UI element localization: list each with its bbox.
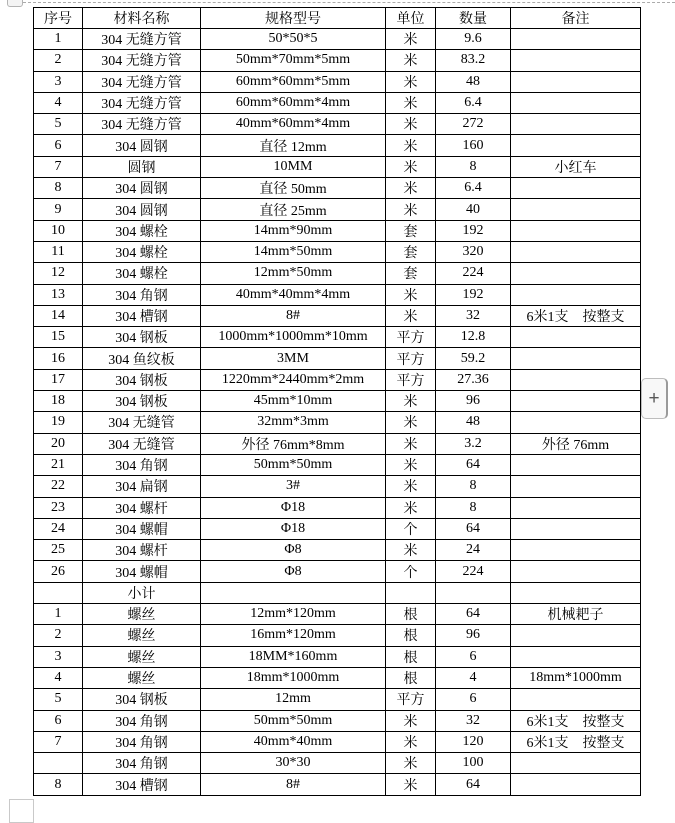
table-cell[interactable]: 1: [34, 604, 83, 625]
table-cell[interactable]: 304 扁钢: [83, 476, 201, 497]
table-cell[interactable]: 21: [34, 454, 83, 475]
table-cell[interactable]: 304 螺栓: [83, 263, 201, 284]
table-cell[interactable]: 32: [436, 710, 511, 731]
table-cell[interactable]: 304 鱼纹板: [83, 348, 201, 369]
table-cell[interactable]: 304 钢板: [83, 391, 201, 412]
table-cell[interactable]: 60mm*60mm*5mm: [201, 71, 386, 92]
table-cell[interactable]: [511, 518, 641, 539]
table-row: [34, 454, 641, 475]
table-cell[interactable]: 米: [386, 29, 436, 50]
header-cell: 规格型号: [201, 8, 386, 29]
table-cell[interactable]: 8: [436, 476, 511, 497]
table-cell[interactable]: 米: [386, 135, 436, 156]
table-cell[interactable]: 12.8: [436, 327, 511, 348]
table-cell[interactable]: 6.4: [436, 178, 511, 199]
table-cell[interactable]: 米: [386, 412, 436, 433]
table-cell[interactable]: [511, 327, 641, 348]
table-cell[interactable]: 23: [34, 497, 83, 518]
table-cell[interactable]: 12: [34, 263, 83, 284]
table-cell[interactable]: 17: [34, 369, 83, 390]
table-cell[interactable]: 直径 25mm: [201, 199, 386, 220]
table-cell[interactable]: 4: [34, 92, 83, 113]
table-cell[interactable]: 螺丝: [83, 625, 201, 646]
table-cell[interactable]: 套: [386, 263, 436, 284]
table-cell[interactable]: 4: [436, 667, 511, 688]
header-cell: 序号: [34, 8, 83, 29]
table-cell[interactable]: Φ18: [201, 518, 386, 539]
table-cell[interactable]: 304 圆钢: [83, 199, 201, 220]
table-row: [34, 433, 641, 454]
table-cell[interactable]: 32: [436, 305, 511, 326]
table-cell[interactable]: 192: [436, 284, 511, 305]
table-cell[interactable]: 304 无缝管: [83, 433, 201, 454]
table-cell[interactable]: 4: [34, 667, 83, 688]
table-cell[interactable]: 8: [436, 156, 511, 177]
table-cell[interactable]: 304 角钢: [83, 284, 201, 305]
table-row: [34, 135, 641, 156]
table-cell[interactable]: 50mm*70mm*5mm: [201, 50, 386, 71]
table-cell[interactable]: 8#: [201, 774, 386, 795]
table-cell[interactable]: 米: [386, 454, 436, 475]
table-cell[interactable]: 32mm*3mm: [201, 412, 386, 433]
table-cell[interactable]: [511, 71, 641, 92]
table-cell[interactable]: 5: [34, 114, 83, 135]
table-cell[interactable]: 米: [386, 284, 436, 305]
table-cell[interactable]: 12mm*120mm: [201, 604, 386, 625]
table-cell[interactable]: 224: [436, 561, 511, 582]
table-cell[interactable]: 米: [386, 178, 436, 199]
table-cell[interactable]: [511, 391, 641, 412]
table-row: [34, 178, 641, 199]
table-row: [34, 710, 641, 731]
table-cell[interactable]: 304 螺栓: [83, 241, 201, 262]
table-cell[interactable]: 1: [34, 29, 83, 50]
table-cell[interactable]: 13: [34, 284, 83, 305]
table-cell[interactable]: 304 无缝方管: [83, 92, 201, 113]
table-row: [34, 497, 641, 518]
table-cell[interactable]: 48: [436, 412, 511, 433]
table-row: [34, 476, 641, 497]
table-cell[interactable]: 304 螺帽: [83, 561, 201, 582]
table-row: [34, 540, 641, 561]
table-cell[interactable]: 米: [386, 305, 436, 326]
table-cell[interactable]: 直径 12mm: [201, 135, 386, 156]
table-cell[interactable]: 根: [386, 646, 436, 667]
table-cell[interactable]: 40mm*60mm*4mm: [201, 114, 386, 135]
table-row: [34, 29, 641, 50]
table-cell[interactable]: 12mm*50mm: [201, 263, 386, 284]
table-cell[interactable]: 11: [34, 241, 83, 262]
table-cell[interactable]: 6: [34, 135, 83, 156]
table-cell[interactable]: 18mm*1000mm: [511, 667, 641, 688]
table-cell[interactable]: 7: [34, 731, 83, 752]
table-cell[interactable]: 6.4: [436, 92, 511, 113]
table-cell[interactable]: 304 钢板: [83, 369, 201, 390]
table-cell[interactable]: 48: [436, 71, 511, 92]
table-cell[interactable]: 304 圆钢: [83, 135, 201, 156]
table-cell[interactable]: 18: [34, 391, 83, 412]
table-cell[interactable]: 64: [436, 774, 511, 795]
table-cell[interactable]: [511, 625, 641, 646]
table-cell[interactable]: 6米1支 按整支: [511, 305, 641, 326]
table-cell[interactable]: 19: [34, 412, 83, 433]
table-cell[interactable]: 304 螺杆: [83, 540, 201, 561]
table-cell[interactable]: 16: [34, 348, 83, 369]
table-cell[interactable]: 304 无缝方管: [83, 114, 201, 135]
table-row: [34, 284, 641, 305]
table-row: [34, 71, 641, 92]
table-row: [34, 241, 641, 262]
table-cell[interactable]: 24: [436, 540, 511, 561]
table-cell[interactable]: 50mm*50mm: [201, 710, 386, 731]
table-cell[interactable]: 320: [436, 241, 511, 262]
table-cell[interactable]: 小红车: [511, 156, 641, 177]
table-cell[interactable]: 304 螺帽: [83, 518, 201, 539]
table-row: [34, 199, 641, 220]
table-cell[interactable]: [511, 476, 641, 497]
table-cell[interactable]: 2: [34, 50, 83, 71]
table-cell[interactable]: [511, 454, 641, 475]
table-row: [34, 518, 641, 539]
table-cell[interactable]: 272: [436, 114, 511, 135]
table-row: [34, 753, 641, 774]
table-row: [34, 689, 641, 710]
table-cell[interactable]: 304 螺栓: [83, 220, 201, 241]
table-cell[interactable]: 304 无缝管: [83, 412, 201, 433]
table-cell[interactable]: 7: [34, 156, 83, 177]
table-cell[interactable]: 根: [386, 604, 436, 625]
table-cell[interactable]: [511, 50, 641, 71]
table-cell[interactable]: Φ8: [201, 540, 386, 561]
table-cell[interactable]: 60mm*60mm*4mm: [201, 92, 386, 113]
table-cell[interactable]: 6: [436, 689, 511, 710]
table-row: [34, 327, 641, 348]
table-cell[interactable]: 3MM: [201, 348, 386, 369]
table-cell[interactable]: 304 角钢: [83, 454, 201, 475]
table-row: [34, 731, 641, 752]
table-cell[interactable]: 螺丝: [83, 667, 201, 688]
table-cell[interactable]: 米: [386, 753, 436, 774]
bottom-partial-handle: [9, 799, 34, 823]
header-cell: 单位: [386, 8, 436, 29]
table-cell[interactable]: [511, 178, 641, 199]
table-cell[interactable]: 套: [386, 241, 436, 262]
table-cell[interactable]: 套: [386, 220, 436, 241]
table-row: [34, 50, 641, 71]
table-cell[interactable]: [511, 540, 641, 561]
table-cell[interactable]: [511, 241, 641, 262]
table-cell[interactable]: [34, 753, 83, 774]
table-cell[interactable]: 304 钢板: [83, 327, 201, 348]
table-cell[interactable]: 米: [386, 92, 436, 113]
table-cell[interactable]: 14mm*90mm: [201, 220, 386, 241]
table-cell[interactable]: 192: [436, 220, 511, 241]
table-cell[interactable]: [511, 114, 641, 135]
materials-table-body: [34, 29, 641, 796]
table-cell[interactable]: 100: [436, 753, 511, 774]
table-cell[interactable]: 26: [34, 561, 83, 582]
table-cell[interactable]: [511, 646, 641, 667]
table-cell[interactable]: [386, 582, 436, 603]
table-cell[interactable]: 6: [34, 710, 83, 731]
table-cell[interactable]: 30*30: [201, 753, 386, 774]
header-row: [34, 8, 641, 29]
table-cell[interactable]: 12mm: [201, 689, 386, 710]
table-cell[interactable]: 平方: [386, 369, 436, 390]
table-cell[interactable]: 圆钢: [83, 156, 201, 177]
table-cell[interactable]: 10: [34, 220, 83, 241]
table-row: [34, 369, 641, 390]
table-cell[interactable]: 平方: [386, 348, 436, 369]
table-cell[interactable]: [34, 582, 83, 603]
table-cell[interactable]: 304 钢板: [83, 689, 201, 710]
table-cell[interactable]: 14: [34, 305, 83, 326]
table-cell[interactable]: 1000mm*1000mm*10mm: [201, 327, 386, 348]
table-cell[interactable]: [511, 369, 641, 390]
table-cell[interactable]: 304 无缝方管: [83, 71, 201, 92]
table-row: [34, 561, 641, 582]
header-cell: 数量: [436, 8, 511, 29]
table-cell[interactable]: 45mm*10mm: [201, 391, 386, 412]
table-cell[interactable]: 个: [386, 518, 436, 539]
table-row: [34, 412, 641, 433]
table-cell[interactable]: 83.2: [436, 50, 511, 71]
plus-icon: +: [648, 388, 660, 409]
table-cell[interactable]: 3: [34, 71, 83, 92]
table-row: [34, 774, 641, 795]
table-cell[interactable]: [511, 199, 641, 220]
table-cell[interactable]: 2: [34, 625, 83, 646]
table-cell[interactable]: 螺丝: [83, 646, 201, 667]
table-cell[interactable]: 米: [386, 774, 436, 795]
table-cell[interactable]: 24: [34, 518, 83, 539]
table-cell[interactable]: 外径 76mm*8mm: [201, 433, 386, 454]
table-cell[interactable]: 304 槽钢: [83, 774, 201, 795]
table-cell[interactable]: 96: [436, 391, 511, 412]
materials-table: [33, 7, 641, 796]
table-row: [34, 348, 641, 369]
table-cell[interactable]: 3.2: [436, 433, 511, 454]
table-cell[interactable]: [511, 135, 641, 156]
table-row: [34, 305, 641, 326]
table-cell[interactable]: [436, 582, 511, 603]
table-cell[interactable]: 9.6: [436, 29, 511, 50]
table-cell[interactable]: 27.36: [436, 369, 511, 390]
table-cell[interactable]: 59.2: [436, 348, 511, 369]
table-cell[interactable]: 米: [386, 114, 436, 135]
table-cell[interactable]: 9: [34, 199, 83, 220]
table-cell[interactable]: 64: [436, 454, 511, 475]
table-cell[interactable]: 米: [386, 156, 436, 177]
table-cell[interactable]: 1220mm*2440mm*2mm: [201, 369, 386, 390]
table-cell[interactable]: 小计: [83, 582, 201, 603]
table-cell[interactable]: 机械耙子: [511, 604, 641, 625]
table-cell[interactable]: 40mm*40mm*4mm: [201, 284, 386, 305]
text-boundary-dashed-line: [23, 2, 675, 3]
table-row: [34, 220, 641, 241]
table-cell[interactable]: [511, 753, 641, 774]
table-cell[interactable]: 8: [34, 178, 83, 199]
table-cell[interactable]: 5: [34, 689, 83, 710]
table-cell[interactable]: 米: [386, 50, 436, 71]
table-cell[interactable]: 16mm*120mm: [201, 625, 386, 646]
table-cell[interactable]: 8: [436, 497, 511, 518]
table-cell[interactable]: [201, 582, 386, 603]
table-cell[interactable]: 6: [436, 646, 511, 667]
table-cell[interactable]: 304 无缝方管: [83, 50, 201, 71]
table-cell[interactable]: 根: [386, 667, 436, 688]
table-cell[interactable]: [511, 29, 641, 50]
table-cell[interactable]: 米: [386, 540, 436, 561]
table-cell[interactable]: 160: [436, 135, 511, 156]
table-cell[interactable]: 个: [386, 561, 436, 582]
table-cell[interactable]: 120: [436, 731, 511, 752]
table-cell[interactable]: [511, 412, 641, 433]
table-cell[interactable]: 米: [386, 71, 436, 92]
table-cell[interactable]: [511, 92, 641, 113]
table-row: [34, 156, 641, 177]
table-cell[interactable]: [511, 582, 641, 603]
table-cell[interactable]: 米: [386, 710, 436, 731]
table-cell[interactable]: 304 螺杆: [83, 497, 201, 518]
table-cell[interactable]: 96: [436, 625, 511, 646]
table-cell[interactable]: 304 无缝方管: [83, 29, 201, 50]
table-cell[interactable]: 25: [34, 540, 83, 561]
table-row: [34, 646, 641, 667]
table-cell[interactable]: 8: [34, 774, 83, 795]
zoom-in-button[interactable]: [641, 378, 668, 419]
table-cell[interactable]: 米: [386, 476, 436, 497]
table-cell[interactable]: 根: [386, 625, 436, 646]
table-cell[interactable]: 8#: [201, 305, 386, 326]
table-row: [34, 114, 641, 135]
table-cell[interactable]: 224: [436, 263, 511, 284]
table-row: [34, 625, 641, 646]
table-cell[interactable]: 米: [386, 391, 436, 412]
table-cell[interactable]: 64: [436, 604, 511, 625]
table-row: [34, 92, 641, 113]
table-cell[interactable]: 18MM*160mm: [201, 646, 386, 667]
table-cell[interactable]: [511, 263, 641, 284]
table-cell[interactable]: 螺丝: [83, 604, 201, 625]
table-row: [34, 582, 641, 603]
table-cell[interactable]: 14mm*50mm: [201, 241, 386, 262]
header-cell: 材料名称: [83, 8, 201, 29]
table-cell[interactable]: 直径 50mm: [201, 178, 386, 199]
table-cell[interactable]: 平方: [386, 327, 436, 348]
table-cell[interactable]: [511, 561, 641, 582]
table-cell[interactable]: 40mm*40mm: [201, 731, 386, 752]
table-row: [34, 263, 641, 284]
table-row: [34, 391, 641, 412]
table-cell[interactable]: 304 角钢: [83, 753, 201, 774]
table-row: [34, 667, 641, 688]
table-cell[interactable]: 40: [436, 199, 511, 220]
table-cell[interactable]: 15: [34, 327, 83, 348]
table-cell[interactable]: 304 槽钢: [83, 305, 201, 326]
table-cell[interactable]: Φ18: [201, 497, 386, 518]
table-cell[interactable]: [511, 220, 641, 241]
table-cell[interactable]: 3#: [201, 476, 386, 497]
table-cell[interactable]: [511, 774, 641, 795]
table-cell[interactable]: 外径 76mm: [511, 433, 641, 454]
table-cell[interactable]: 18mm*1000mm: [201, 667, 386, 688]
header-cell: 备注: [511, 8, 641, 29]
table-move-handle-icon[interactable]: [7, 0, 23, 7]
table-cell[interactable]: 米: [386, 199, 436, 220]
table-cell[interactable]: [511, 284, 641, 305]
table-cell[interactable]: 304 圆钢: [83, 178, 201, 199]
table-cell[interactable]: 米: [386, 731, 436, 752]
table-cell[interactable]: 6米1支 按整支: [511, 710, 641, 731]
table-cell[interactable]: 20: [34, 433, 83, 454]
table-cell[interactable]: 64: [436, 518, 511, 539]
table-cell[interactable]: 304 角钢: [83, 710, 201, 731]
table-cell[interactable]: 304 角钢: [83, 731, 201, 752]
table-cell[interactable]: 50mm*50mm: [201, 454, 386, 475]
table-row: [34, 604, 641, 625]
table-cell[interactable]: [511, 689, 641, 710]
table-cell[interactable]: 6米1支 按整支: [511, 731, 641, 752]
table-cell[interactable]: 平方: [386, 689, 436, 710]
table-cell[interactable]: Φ8: [201, 561, 386, 582]
table-cell[interactable]: 22: [34, 476, 83, 497]
table-cell[interactable]: 10MM: [201, 156, 386, 177]
materials-table-header: [34, 8, 641, 29]
table-cell[interactable]: 米: [386, 433, 436, 454]
table-cell[interactable]: 50*50*5: [201, 29, 386, 50]
table-cell[interactable]: [511, 348, 641, 369]
table-cell[interactable]: [511, 497, 641, 518]
table-cell[interactable]: 3: [34, 646, 83, 667]
table-cell[interactable]: 米: [386, 497, 436, 518]
